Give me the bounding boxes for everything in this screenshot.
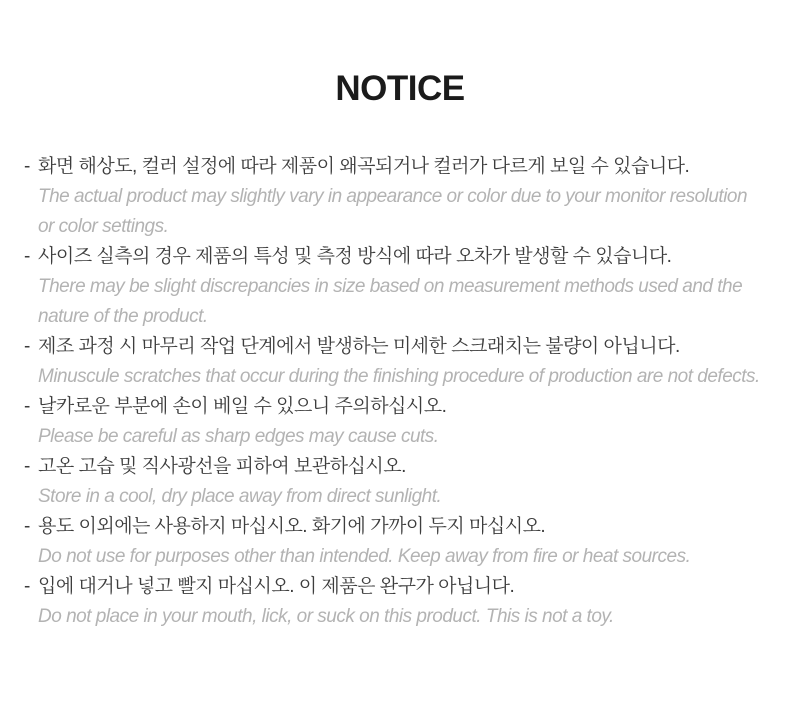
korean-text: 날카로운 부분에 손이 베일 수 있으니 주의하십시오. xyxy=(38,396,447,417)
notice-english-line: Please be careful as sharp edges may cause cuts. xyxy=(38,426,439,447)
notice-korean-line xyxy=(24,572,762,602)
notice-korean-line xyxy=(24,512,762,542)
notice-english-line: Do not place in your mouth, lick, or suck on this product. This is not a toy. xyxy=(38,606,614,627)
notice-item xyxy=(24,452,762,512)
notice-english-line: Minuscule scratches that occur during the finishing procedure of production are not defects. xyxy=(38,366,760,387)
notice-korean-line xyxy=(24,242,762,272)
notice-english-line: The actual product may slightly vary in appearance or color due to your monitor resolution or color settings. xyxy=(38,186,748,237)
korean-text: 화면 해상도, 컬러 설정에 따라 제품이 왜곡되거나 컬러가 다르게 보일 수 있습니다. xyxy=(38,156,690,177)
dash-bullet: - xyxy=(24,456,30,477)
notice-item xyxy=(24,512,762,572)
notice-korean-line xyxy=(24,332,762,362)
notice-korean-line xyxy=(24,152,762,182)
dash-bullet: - xyxy=(24,396,30,417)
notice-english-line: Do not use for purposes other than intended. Keep away from fire or heat sources. xyxy=(38,546,691,567)
notice-korean-line xyxy=(24,452,762,482)
dash-bullet: - xyxy=(24,576,30,597)
notice-english-line: Store in a cool, dry place away from direct sunlight. xyxy=(38,486,442,507)
korean-text: 입에 대거나 넣고 빨지 마십시오. 이 제품은 완구가 아닙니다. xyxy=(38,576,515,597)
notice-item xyxy=(24,152,762,242)
notice-item xyxy=(24,242,762,332)
page-title: NOTICE xyxy=(335,69,465,108)
korean-text: 제조 과정 시 마무리 작업 단계에서 발생하는 미세한 스크래치는 불량이 아닙니다. xyxy=(38,336,680,357)
dash-bullet: - xyxy=(24,336,30,357)
dash-bullet: - xyxy=(24,516,30,537)
dash-bullet: - xyxy=(24,156,30,177)
korean-text: 용도 이외에는 사용하지 마십시오. 화기에 가까이 두지 마십시오. xyxy=(38,516,546,537)
notice-list xyxy=(0,152,800,632)
notice-item xyxy=(24,392,762,452)
korean-text: 사이즈 실측의 경우 제품의 특성 및 측정 방식에 따라 오차가 발생할 수 있습니다. xyxy=(38,246,672,267)
dash-bullet: - xyxy=(24,246,30,267)
notice-item xyxy=(24,332,762,392)
notice-english-line: There may be slight discrepancies in size based on measurement methods used and the nature of the product. xyxy=(38,276,743,327)
notice-item xyxy=(24,572,762,632)
notice-korean-line xyxy=(24,392,762,422)
korean-text: 고온 고습 및 직사광선을 피하여 보관하십시오. xyxy=(38,456,406,477)
